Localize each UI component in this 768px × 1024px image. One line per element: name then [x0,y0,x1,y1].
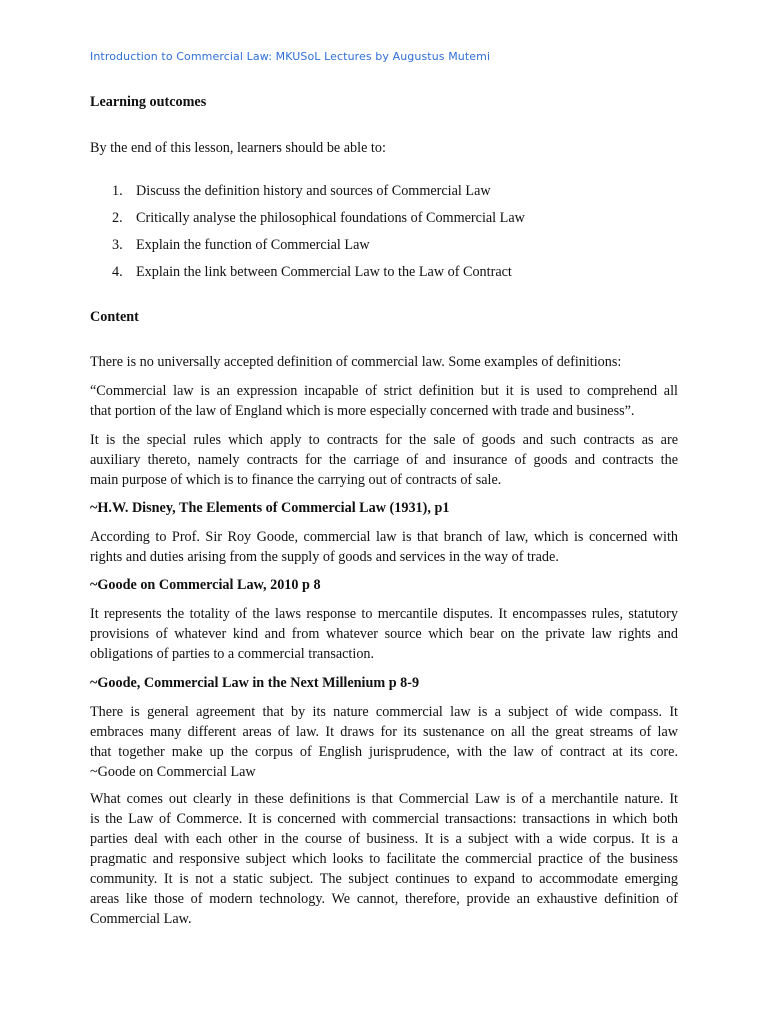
page-header: Introduction to Commercial Law: MKUSoL Lectures by Augustus Mutemi [90,50,491,63]
list-item [112,262,525,289]
citation-goode-2010: ~Goode on Commercial Law, 2010 p 8 [90,577,321,593]
paragraph-line: community. It is not a static subject. The subject continues to expand to accommodate emerging [90,871,678,887]
list-text: Explain the link between Commercial Law to the Law of Contract [136,264,512,280]
learning-outcomes-heading: Learning outcomes [90,94,207,110]
compass-paragraph [90,702,678,782]
paragraph-line: that together make up the corpus of English jurisprudence, with the law of contract at its core. [90,744,678,760]
list-text: Critically analyse the philosophical foundations of Commercial Law [136,210,525,226]
quote-paragraph [90,381,678,421]
list-number: 2. [112,210,123,226]
paragraph-line: auxiliary thereto, namely contracts for the carriage of and insurance of goods and contracts the [90,452,678,468]
paragraph-line: “Commercial law is an expression incapable of strict definition but it is used to comprehend all [90,383,678,399]
list-number: 1. [112,183,123,199]
paragraph-line: is the Law of Commerce. It is concerned with commercial transactions: transactions in which both [90,811,678,827]
list-text: Explain the function of Commercial Law [136,237,370,253]
paragraph-line: There is general agreement that by its nature commercial law is a subject of wide compass. It [90,704,678,720]
learning-outcomes-intro: By the end of this lesson, learners should be able to: [90,140,386,156]
paragraph-line: areas like those of modern technology. We cannot, therefore, provide an exhaustive definition of [90,891,678,907]
paragraph-line: According to Prof. Sir Roy Goode, commercial law is that branch of law, which is concerned with [90,529,678,545]
paragraph-line: provisions of whatever kind and from whatever source which bear on the private law rights and [90,626,678,642]
paragraph-line: rights and duties arising from the supply of goods and services in the way of trade. [90,549,559,565]
paragraph-line: Commercial Law. [90,911,192,927]
paragraph-line: parties deal with each other in the course of business. It is a subject with a wide corpus. It is a [90,831,678,847]
citation-disney: ~H.W. Disney, The Elements of Commercial Law (1931), p1 [90,500,450,516]
content-intro: There is no universally accepted definition of commercial law. Some examples of definitions: [90,354,622,370]
paragraph-line: obligations of parties to a commercial transaction. [90,646,375,662]
paragraph-line: It is the special rules which apply to contracts for the sale of goods and such contracts as are [90,432,678,448]
list-item [112,181,525,208]
list-number: 4. [112,264,123,280]
goode-paragraph [90,527,678,567]
paragraph-line: ~Goode on Commercial Law [90,764,256,780]
list-item [112,235,525,262]
definition-paragraph [90,430,678,490]
list-item [112,208,525,235]
list-number: 3. [112,237,123,253]
paragraph-line: It represents the totality of the laws response to mercantile disputes. It encompasses rules, statutory [90,606,678,622]
content-heading: Content [90,309,139,325]
paragraph-line: What comes out clearly in these definitions is that Commercial Law is of a merchantile nature. It [90,791,678,807]
paragraph-line: embraces many different areas of law. It draws for its sustenance on all the great streams of law [90,724,678,740]
paragraph-line: main purpose of which is to finance the carrying out of contracts of sale. [90,472,502,488]
summary-paragraph [90,789,678,929]
learning-outcomes-list [112,181,525,289]
mercantile-paragraph [90,604,678,664]
paragraph-line: that portion of the law of England which is more especially concerned with trade and business”. [90,403,635,419]
list-text: Discuss the definition history and sources of Commercial Law [136,183,491,199]
paragraph-line: pragmatic and responsive subject which looks to facilitate the commercial practice of the business [90,851,678,867]
citation-goode-millenium: ~Goode, Commercial Law in the Next Millenium p 8-9 [90,675,420,691]
